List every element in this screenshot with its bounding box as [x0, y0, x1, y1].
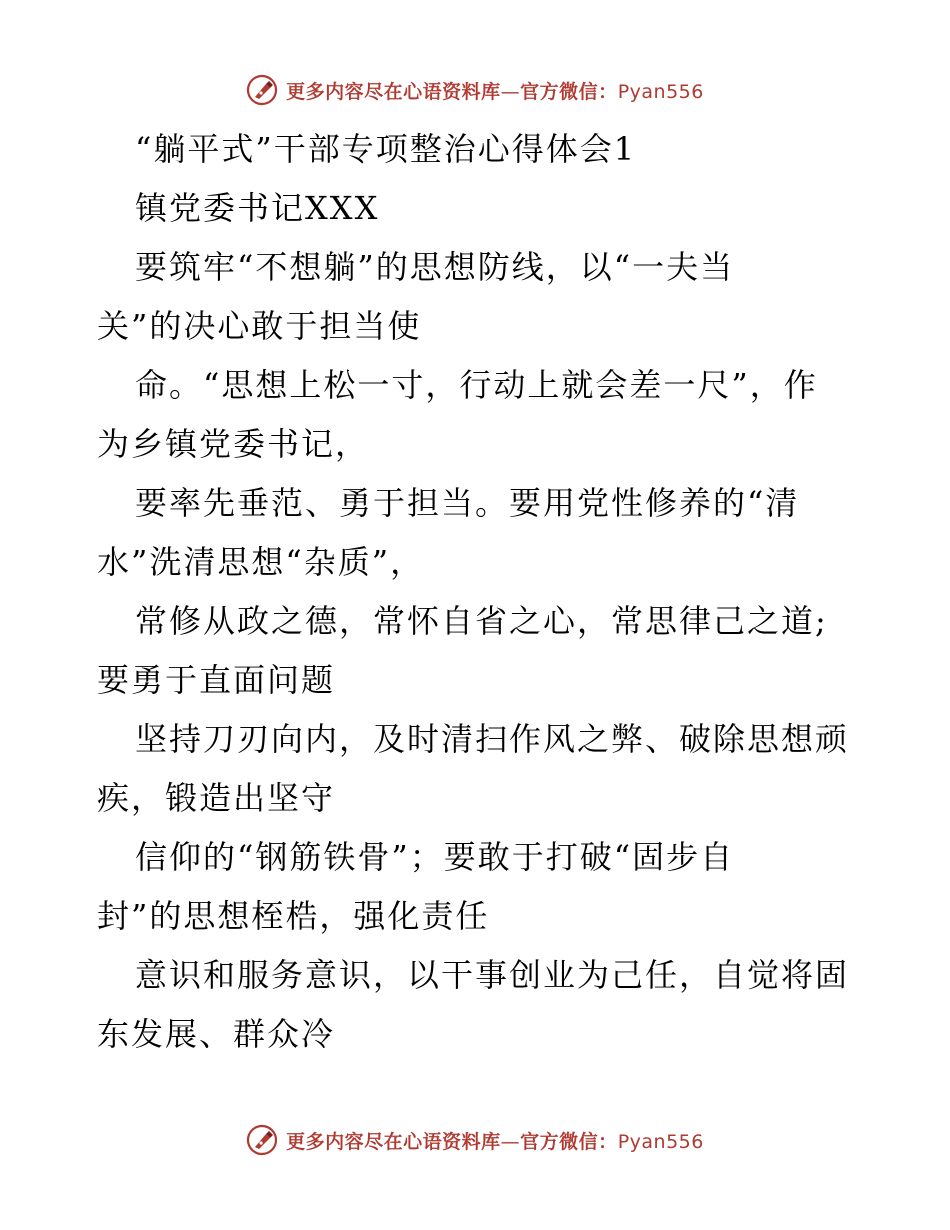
paragraph-line: 常修从政之德，常怀自省之心，常思律己之道; [135, 602, 828, 640]
paragraph-line: 疾，锻造出坚守 [97, 779, 336, 817]
pen-nib-logo-icon [246, 1124, 278, 1156]
paragraph-line: 信仰的“钢筋铁骨”；要敢于打破“固步自 [135, 838, 735, 876]
paragraph-line: 命。“思想上松一寸，行动上就会差一尺”，作 [135, 366, 818, 404]
paragraph-line: 要勇于直面问题 [97, 661, 336, 699]
paragraph-line: 要筑牢“不想躺”的思想防线，以“一夫当 [135, 248, 735, 286]
watermark-text: 更多内容尽在心语资料库—官方微信：Pyan556 [286, 80, 704, 103]
pen-nib-logo-icon [246, 74, 278, 106]
paragraph-line: 东发展、群众冷 [97, 1015, 336, 1053]
paragraph-line: 封”的思想桎梏，强化责任 [97, 897, 490, 935]
paragraph-line: 要率先垂范、勇于担当。要用党性修养的“清 [135, 484, 800, 522]
paragraph-line: 关”的决心敢于担当使 [97, 307, 422, 345]
footer-watermark-banner [0, 1120, 950, 1160]
document-title: “躺平式”干部专项整治心得体会1 [135, 130, 637, 168]
header-watermark-banner [0, 70, 950, 110]
paragraph-line: 水”洗清思想“杂质”， [97, 543, 425, 581]
paragraph-line: 意识和服务意识，以干事创业为己任，自觉将固 [135, 956, 850, 994]
paragraph-line: 坚持刀刃向内，及时清扫作风之弊、破除思想顽 [135, 720, 850, 758]
author-line: 镇党委书记XXX [135, 189, 380, 227]
document-body [97, 120, 857, 1064]
paragraph-line: 为乡镇党委书记， [97, 425, 370, 463]
watermark-text: 更多内容尽在心语资料库—官方微信：Pyan556 [286, 1130, 704, 1153]
